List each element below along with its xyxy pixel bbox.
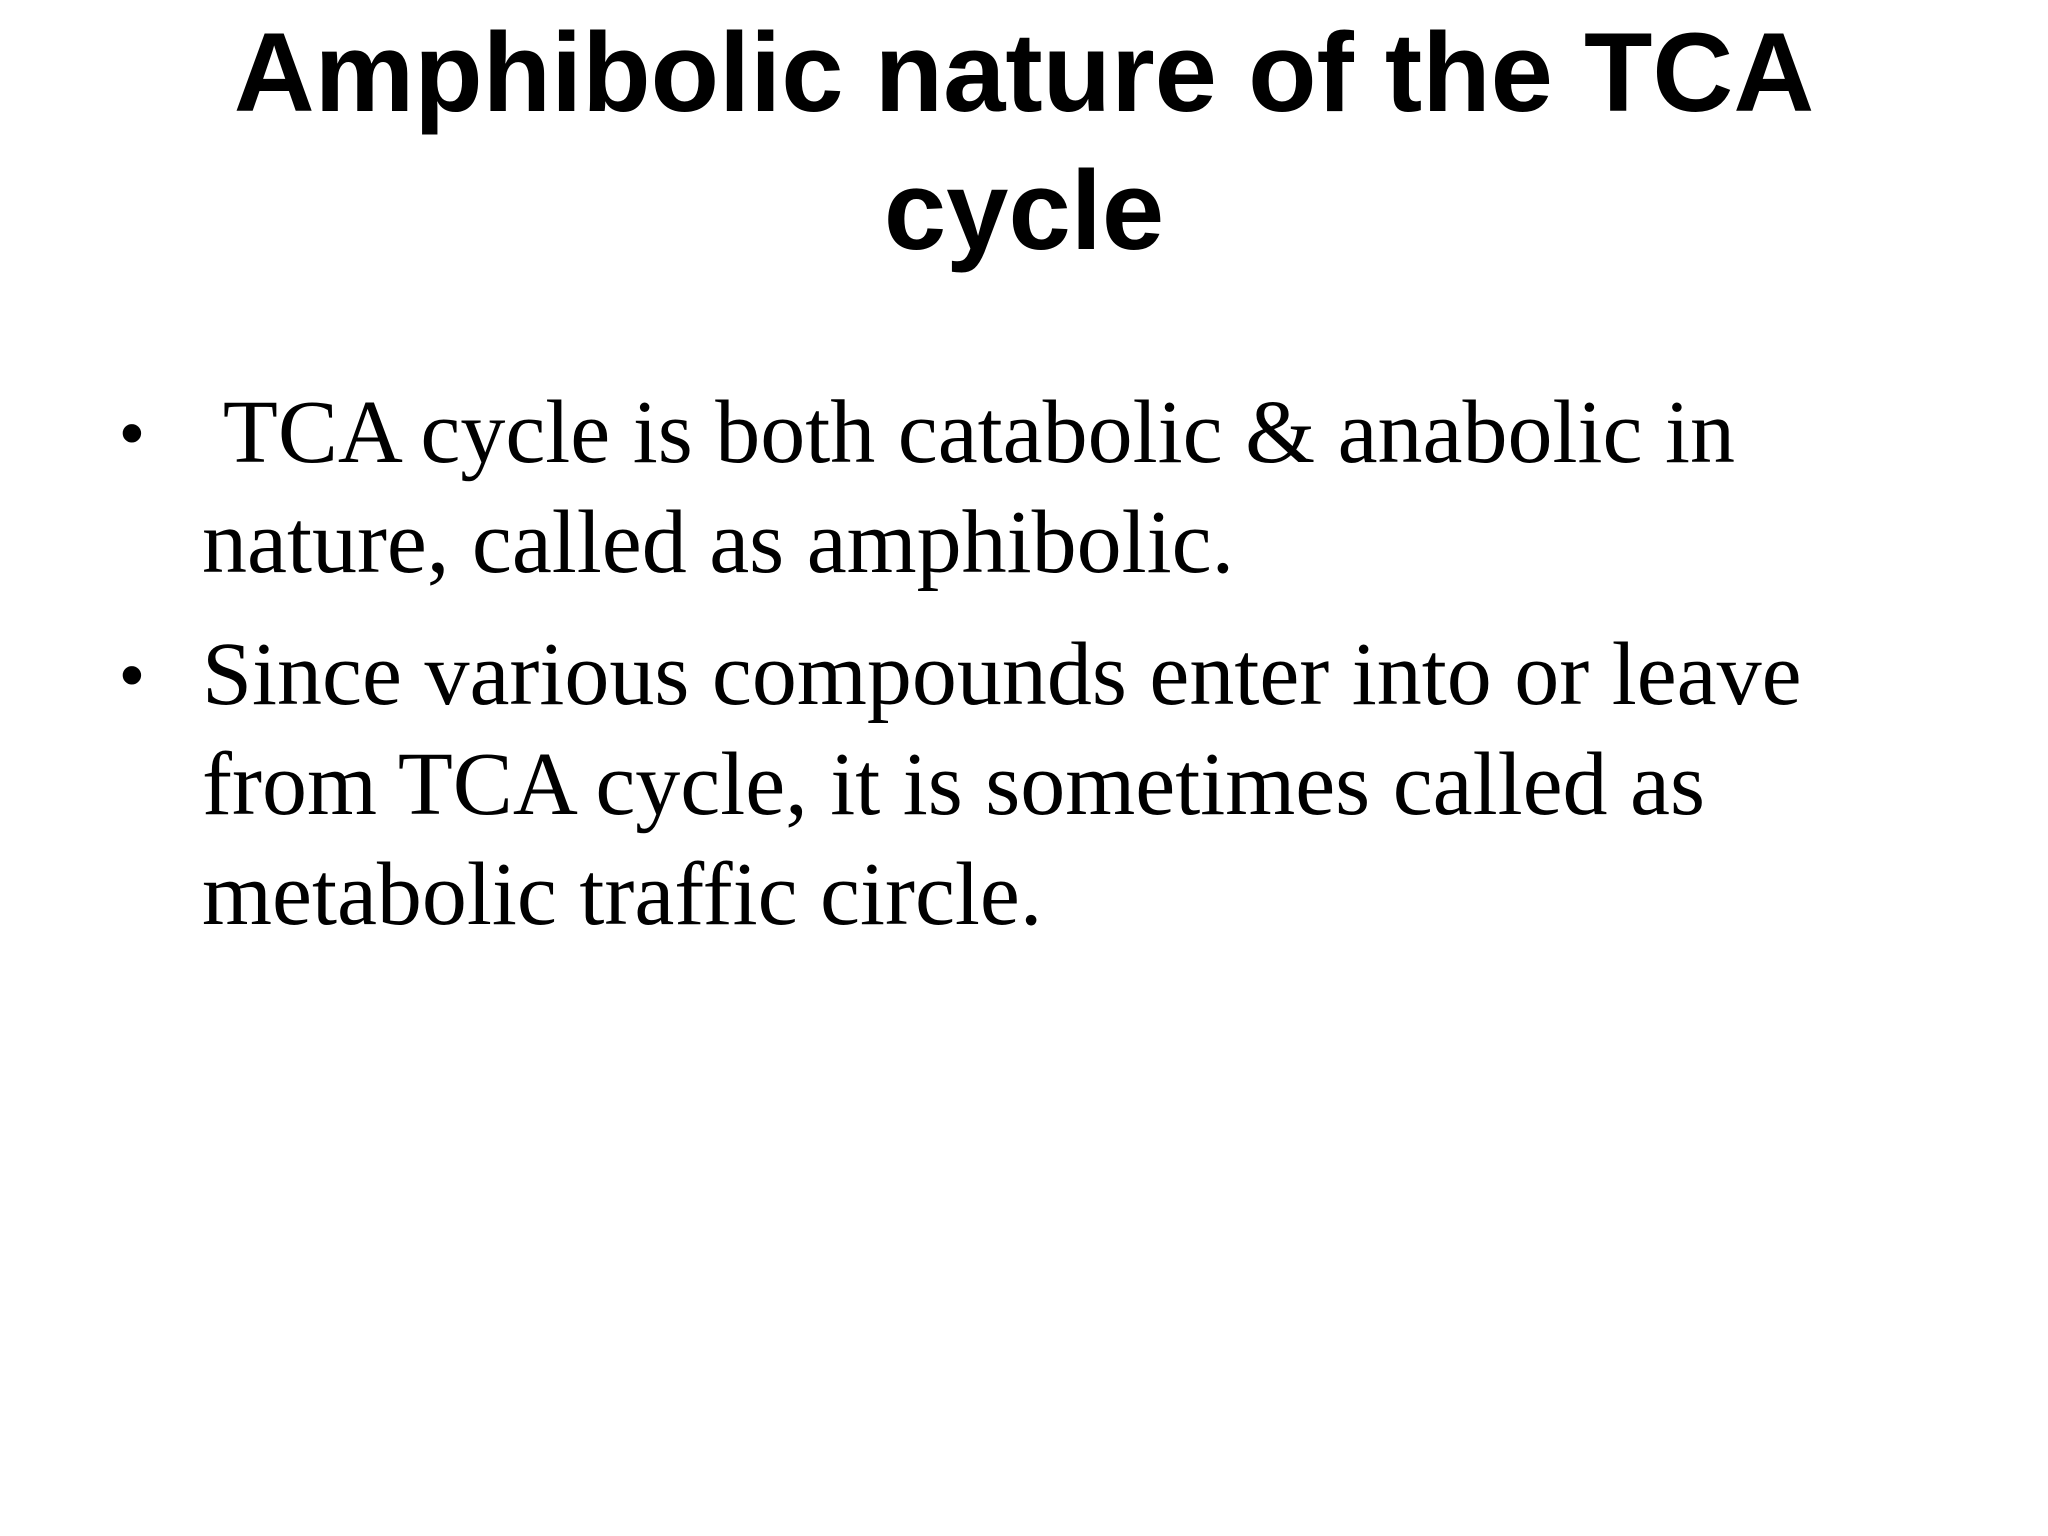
bullet-2-line-1: Since various compounds enter into or leave	[202, 625, 1802, 724]
bullet-item-2	[120, 620, 1880, 950]
bullet-item-1	[120, 378, 1880, 598]
bullet-1-line-2: nature, called as amphibolic.	[202, 493, 1235, 592]
bullet-2-line-3: metabolic traffic circle.	[202, 845, 1043, 944]
slide-title	[0, 4, 2048, 280]
bullet-icon: •	[120, 637, 144, 713]
bullet-2-line-2: from TCA cycle, it is sometimes called as	[202, 735, 1706, 834]
bullet-list	[120, 378, 1880, 972]
slide-title-line-1: Amphibolic nature of the TCA	[233, 10, 1815, 135]
bullet-1-line-1: TCA cycle is both catabolic & anabolic in	[202, 383, 1735, 482]
slide-title-line-2: cycle	[883, 148, 1165, 273]
bullet-icon: •	[120, 395, 144, 471]
